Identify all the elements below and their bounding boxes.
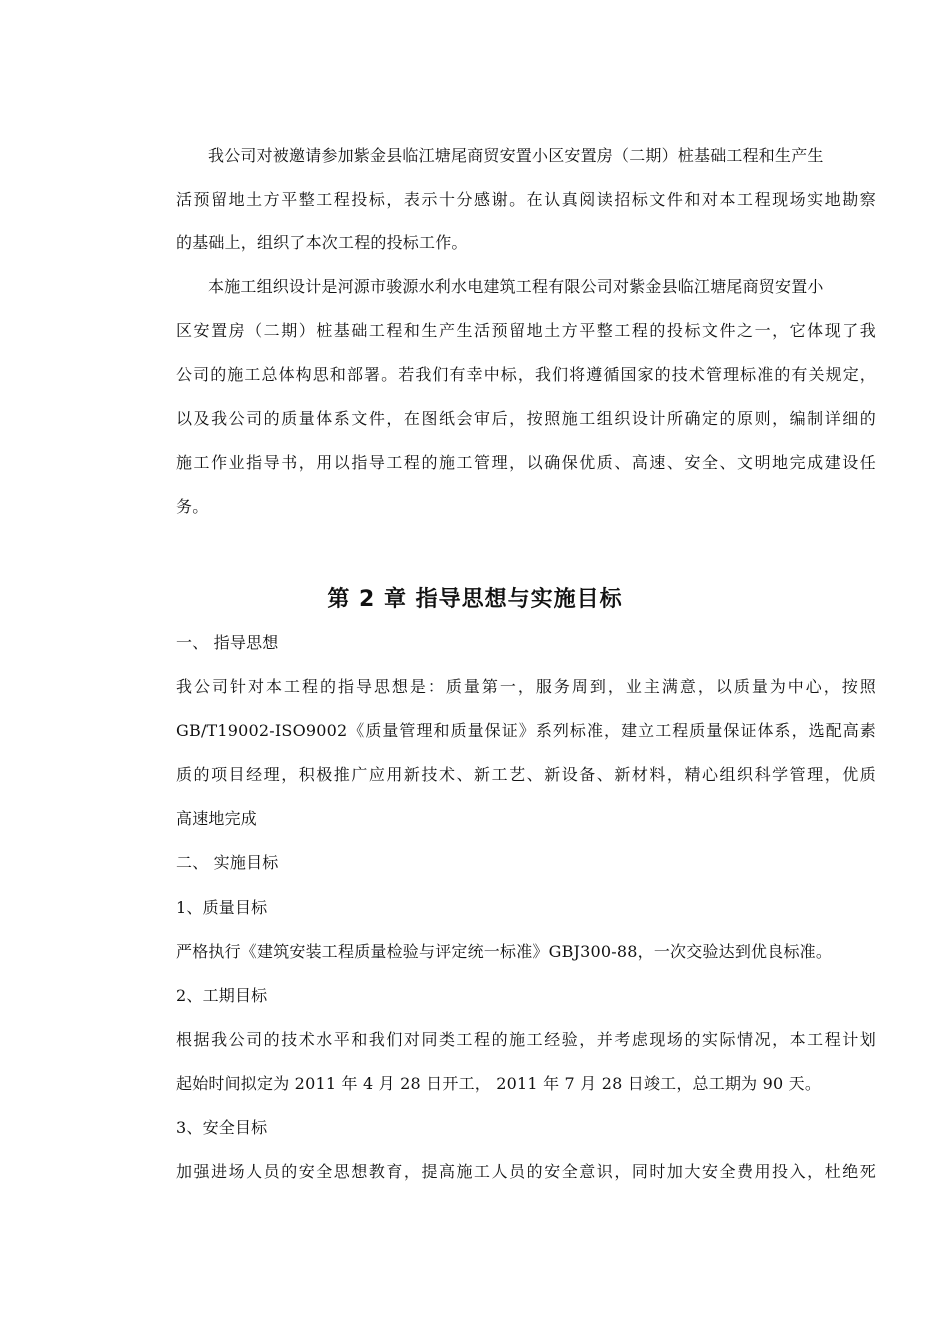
intro-p2-line-5: 施工作业指导书，用以指导工程的施工管理，以确保优质、高速、安全、文明地完成建设任 bbox=[176, 453, 876, 472]
section-1-body-line-1: 我公司针对本工程的指导思想是：质量第一，服务周到，业主满意，以质量为中心，按照 bbox=[176, 677, 876, 696]
safety-target-heading: 3、安全目标 bbox=[176, 1118, 268, 1137]
schedule-target-heading: 2、工期目标 bbox=[176, 986, 268, 1005]
intro-p2-line-4: 以及我公司的质量体系文件，在图纸会审后，按照施工组织设计所确定的原则，编制详细的 bbox=[176, 409, 876, 428]
intro-p2-line-1: 本施工组织设计是河源市骏源水利水电建筑工程有限公司对紫金县临江塘尾商贸安置小 bbox=[208, 277, 824, 296]
intro-p1-line-3: 的基础上，组织了本次工程的投标工作。 bbox=[176, 233, 468, 252]
chapter-title: 第 2 章 指导思想与实施目标 bbox=[327, 587, 623, 612]
intro-p2-line-6: 务。 bbox=[176, 497, 209, 516]
intro-p2-line-2: 区安置房（二期）桩基础工程和生产生活预留地土方平整工程的投标文件之一，它体现了我 bbox=[176, 321, 876, 340]
section-1-body-line-3: 质的项目经理，积极推广应用新技术、新工艺、新设备、新材料，精心组织科学管理，优质 bbox=[176, 765, 876, 784]
quality-target-heading: 1、质量目标 bbox=[176, 898, 268, 917]
safety-target-body-line-1: 加强进场人员的安全思想教育，提高施工人员的安全意识，同时加大安全费用投入，杜绝死 bbox=[176, 1162, 876, 1181]
intro-p1-line-1: 我公司对被邀请参加紫金县临江塘尾商贸安置小区安置房（二期）桩基础工程和生产生 bbox=[208, 146, 824, 165]
schedule-target-body-line-1: 根据我公司的技术水平和我们对同类工程的施工经验，并考虑现场的实际情况，本工程计划 bbox=[176, 1030, 876, 1049]
quality-target-body: 严格执行《建筑安装工程质量检验与评定统一标准》GBJ300-88，一次交验达到优良标准。 bbox=[176, 942, 833, 961]
section-1-body-line-4: 高速地完成 bbox=[176, 809, 258, 828]
intro-p2-line-3: 公司的施工总体构思和部署。若我们有幸中标，我们将遵循国家的技术管理标准的有关规定， bbox=[176, 365, 876, 384]
section-2-heading: 二、 实施目标 bbox=[176, 853, 279, 872]
intro-p1-line-2: 活预留地土方平整工程投标，表示十分感谢。在认真阅读招标文件和对本工程现场实地勘察 bbox=[176, 190, 876, 209]
section-1-heading: 一、 指导思想 bbox=[176, 633, 279, 652]
schedule-target-body-line-2: 起始时间拟定为 2011 年 4 月 28 日开工， 2011 年 7 月 28 日竣工，总工期为 90 天。 bbox=[176, 1074, 822, 1093]
section-1-body-line-2: GB/T19002-ISO9002《质量管理和质量保证》系列标准，建立工程质量保证体系，选配高素 bbox=[176, 721, 876, 740]
